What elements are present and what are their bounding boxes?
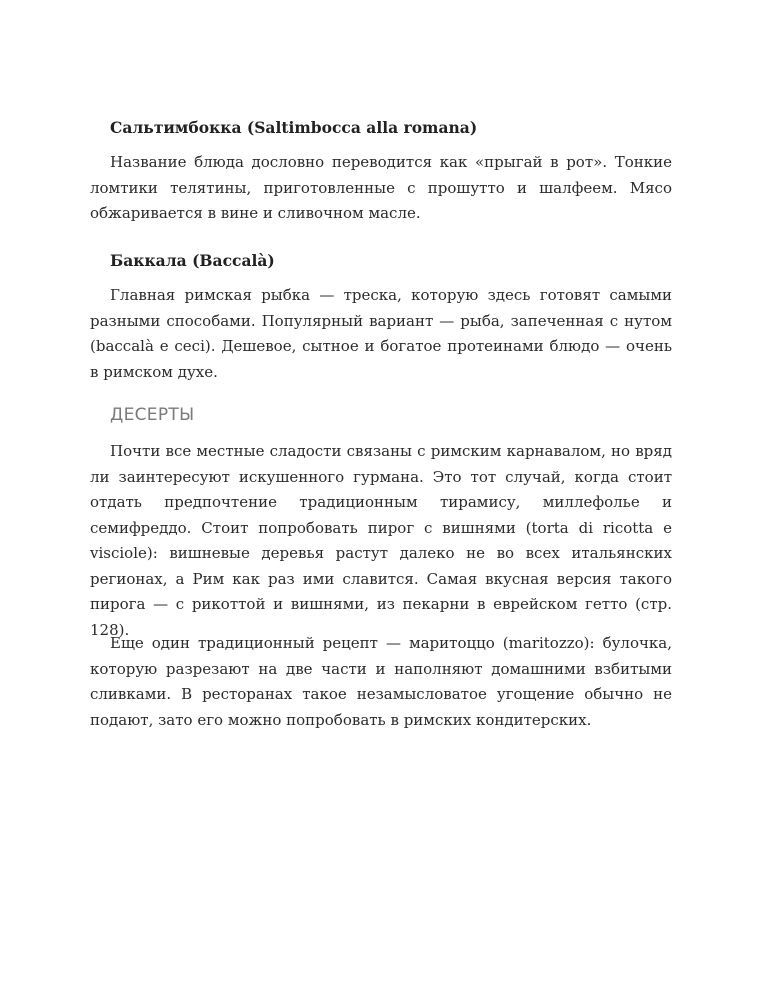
paragraph-text: Название блюда дословно переводится как «прыгай в рот». Тонкие ломтики телятины, приготовленные с прошутто и шалфеем. Мясо обжаривается в вине и сливочном масле. bbox=[90, 153, 672, 222]
paragraph-text: Почти все местные сладости связаны с римским карнавалом, но вряд ли заинтересуют искушенного гурмана. Это тот случай, когда стоит отдать предпочтение традиционным тирамису, миллефолье и семифреддо. Стоит попробовать пирог с вишнями (torta di ricotta e visciole): вишневые деревья растут далеко не во всех итальянских регионах, а Рим как раз ими славится. Самая вкусная версия такого пирога — с рикоттой и вишнями, из пекарни в еврейском гетто (стр. 128). bbox=[90, 442, 672, 639]
paragraph-text: Главная римская рыбка — треска, которую здесь готовят самыми разными способами. Популярный вариант — рыба, запеченная с нутом (baccalà e ceci). Дешевое, сытное и богатое протеинами блюдо — очень в римском духе. bbox=[90, 286, 672, 381]
paragraph-text: Еще один традиционный рецепт — маритоццо (maritozzo): булочка, которую разрезают на две части и наполняют домашними взбитыми сливками. В ресторанах такое незамысловатое угощение обычно не подают, зато его можно попробовать в римских кондитерских. bbox=[90, 634, 672, 729]
dish-heading-saltimbocca: Сальтимбокка (Saltimbocca alla romana) bbox=[110, 118, 478, 137]
baccala-paragraph bbox=[90, 283, 672, 385]
desserts-paragraph-1 bbox=[90, 439, 672, 643]
saltimbocca-paragraph bbox=[90, 150, 672, 227]
dish-heading-baccala: Баккала (Baccalà) bbox=[110, 251, 275, 270]
desserts-paragraph-2 bbox=[90, 631, 672, 733]
section-heading-desserts: ДЕСЕРТЫ bbox=[110, 405, 195, 425]
